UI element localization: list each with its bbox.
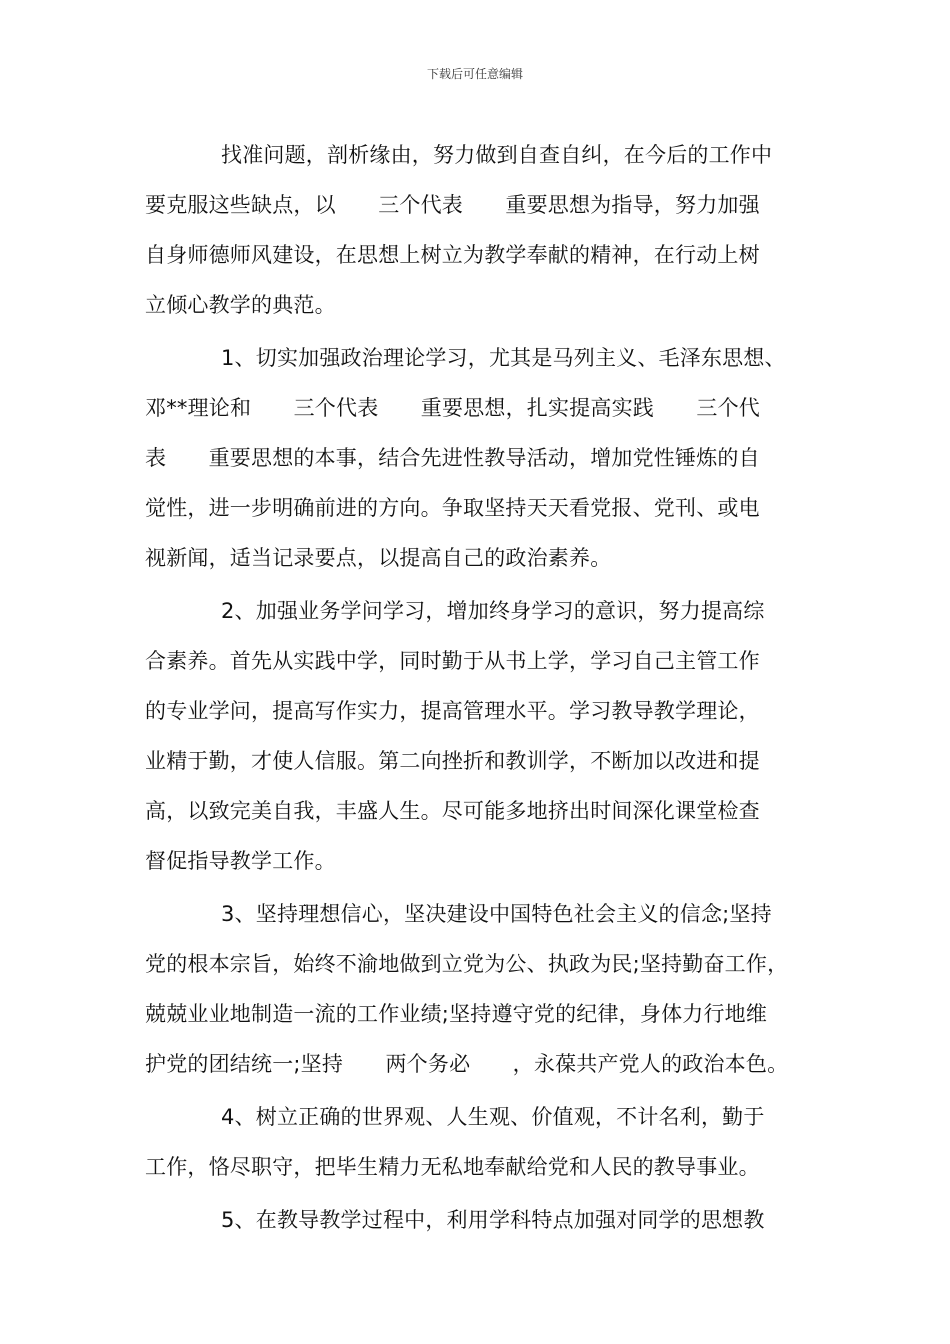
paragraph-line: 兢兢业业地制造一流的工作业绩;坚持遵守党的纪律，身体力行地维 bbox=[145, 1002, 768, 1026]
paragraph-line: 自身师德师风建设，在思想上树立为教学奉献的精神，在行动上树 bbox=[145, 243, 760, 267]
paragraph-line: 2、加强业务学问学习，增加终身学习的意识，努力提高综 bbox=[221, 599, 765, 623]
document-body bbox=[145, 130, 835, 1245]
paragraph-line: 高，以致完美自我，丰盛人生。尽可能多地挤出时间深化课堂检查 bbox=[145, 799, 760, 823]
paragraph-line: 护党的团结统一;坚持 两个务必 ，永葆共产党人的政治本色。 bbox=[145, 1052, 789, 1076]
paragraph-line: 找准问题，剖析缘由，努力做到自查自纠，在今后的工作中 bbox=[221, 143, 773, 167]
paragraph-line: 5、在教导教学过程中，利用学科特点加强对同学的思想教 bbox=[221, 1208, 765, 1232]
paragraph-line: 党的根本宗旨，始终不渝地做到立党为公、执政为民;坚持勤奋工作， bbox=[145, 952, 789, 976]
page-header: 下载后可任意编辑 bbox=[426, 67, 523, 81]
paragraph-line: 视新闻，适当记录要点，以提高自己的政治素养。 bbox=[145, 546, 612, 570]
paragraph-line: 觉性，进一步明确前进的方向。争取坚持天天看党报、党刊、或电 bbox=[145, 496, 760, 520]
paragraph-line: 要克服这些缺点，以 三个代表 重要思想为指导，努力加强 bbox=[145, 193, 760, 217]
paragraph-line: 4、树立正确的世界观、人生观、价值观，不计名利，勤于 bbox=[221, 1105, 765, 1129]
paragraph-line: 邓**理论和 三个代表 重要思想，扎实提高实践 三个代 bbox=[145, 396, 760, 420]
paragraph-line: 业精于勤，才使人信服。第二向挫折和教训学，不断加以改进和提 bbox=[145, 749, 760, 773]
paragraph-line: 督促指导教学工作。 bbox=[145, 849, 336, 873]
paragraph-line: 立倾心教学的典范。 bbox=[145, 293, 336, 317]
paragraph-line: 表 重要思想的本事，结合先进性教导活动，增加党性锤炼的自 bbox=[145, 446, 760, 470]
paragraph-line: 的专业学问，提高写作实力，提高管理水平。学习教导教学理论， bbox=[145, 699, 760, 723]
paragraph-line: 1、切实加强政治理论学习，尤其是马列主义、毛泽东思想、 bbox=[221, 346, 786, 370]
paragraph-line: 合素养。首先从实践中学，同时勤于从书上学，学习自己主管工作 bbox=[145, 649, 760, 673]
paragraph-line: 3、坚持理想信心，坚决建设中国特色社会主义的信念;坚持 bbox=[221, 902, 772, 926]
paragraph-line: 工作，恪尽职守，把毕生精力无私地奉献给党和人民的教导事业。 bbox=[145, 1155, 760, 1179]
